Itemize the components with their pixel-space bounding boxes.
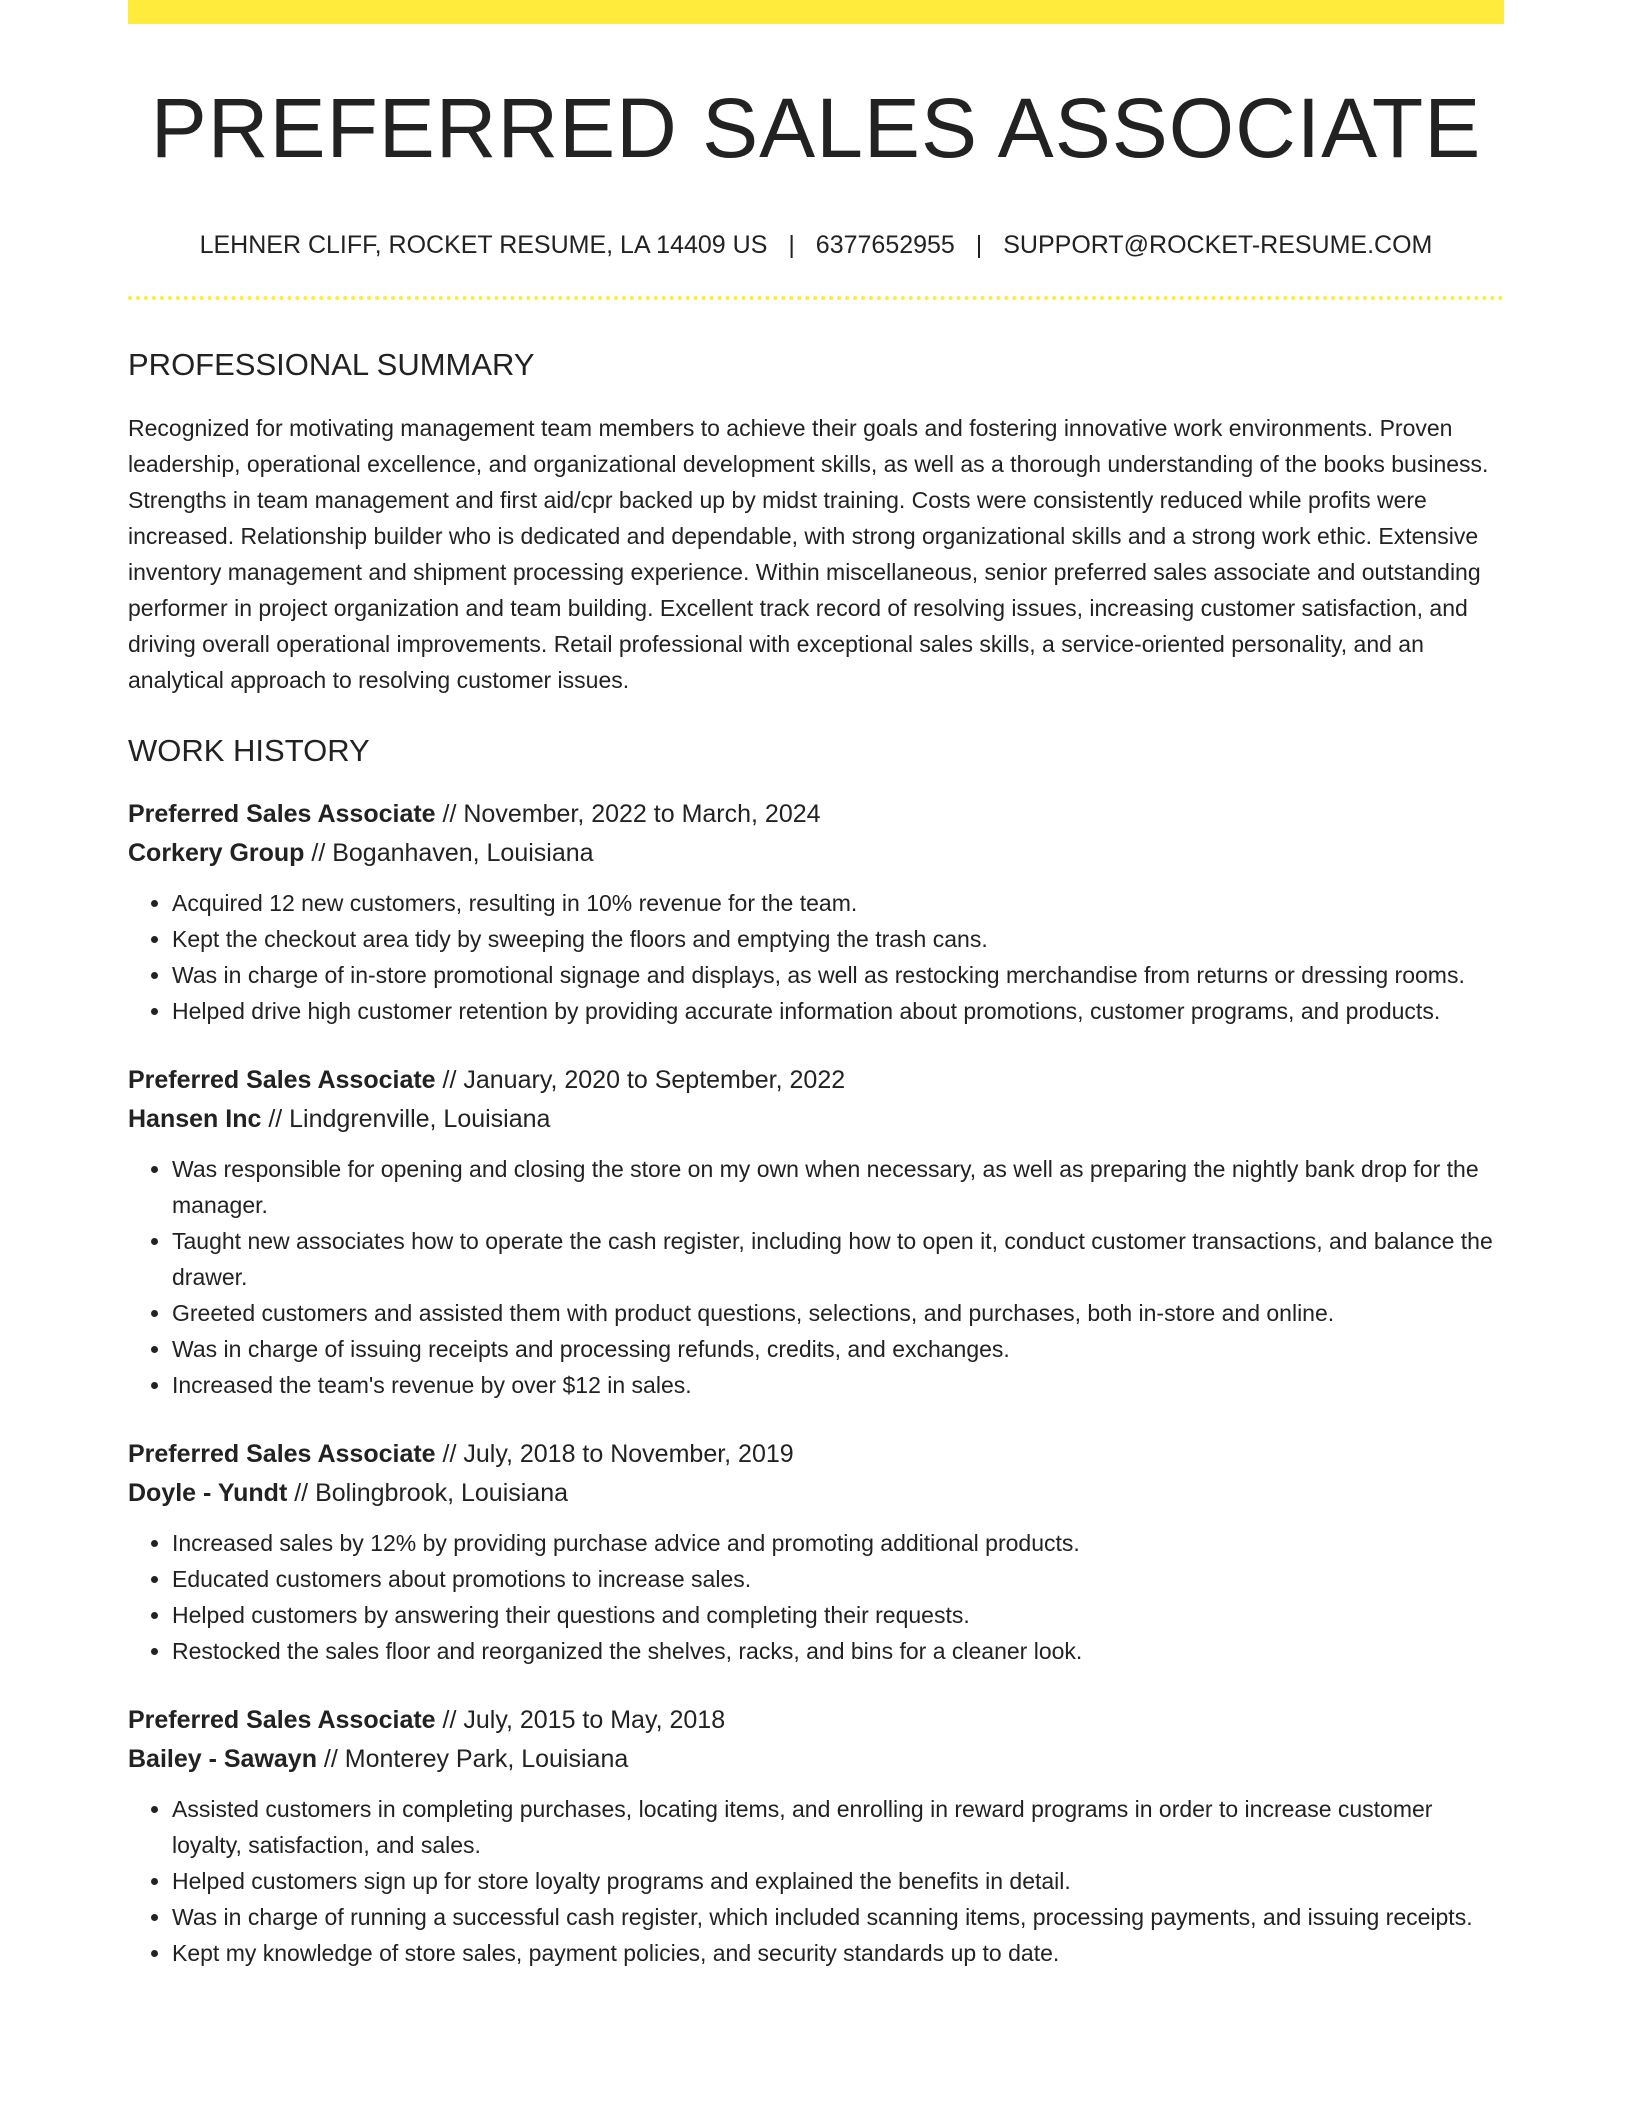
accent-top-bar [128,0,1504,24]
job-bullet: • Kept the checkout area tidy by sweeping the floors and emptying the trash cans. [172,921,1504,957]
job-entry [128,1701,1504,1971]
job-entry [128,795,1504,1029]
job-bullets [128,1151,1504,1403]
job-company-line [128,1474,1504,1513]
job-title-line [128,795,1504,834]
job-title-line [128,1701,1504,1740]
job-bullets [128,1791,1504,1971]
job-title: Preferred Sales Associate [128,1705,436,1734]
job-bullet: • Was responsible for opening and closing the store on my own when necessary, as well as preparing the nightly bank drop for the manager. [172,1151,1504,1223]
job-title-line [128,1435,1504,1474]
job-dates: // July, 2015 to May, 2018 [435,1705,726,1734]
job-bullet: • Greeted customers and assisted them with product questions, selections, and purchases, both in-store and online. [172,1295,1504,1331]
job-bullet: • Was in charge of in-store promotional signage and displays, as well as restocking merchandise from returns or dressing rooms. [172,957,1504,993]
contact-address: LEHNER CLIFF, ROCKET RESUME, LA 14409 US [199,231,768,260]
job-company-line [128,1100,1504,1139]
contact-separator: | [788,231,795,260]
job-company: Doyle - Yundt [128,1478,288,1507]
job-bullet: • Helped customers by answering their questions and completing their requests. [172,1597,1504,1633]
contact-email: SUPPORT@ROCKET-RESUME.COM [1003,231,1433,260]
contact-line [128,230,1504,260]
job-title: Preferred Sales Associate [128,1439,436,1468]
job-location: // Lindgrenville, Louisiana [261,1104,551,1133]
dotted-divider [128,296,1504,300]
job-company: Bailey - Sawayn [128,1744,317,1773]
job-dates: // November, 2022 to March, 2024 [435,799,821,828]
job-location: // Boganhaven, Louisiana [304,838,594,867]
job-bullet: • Restocked the sales floor and reorganized the shelves, racks, and bins for a cleaner look. [172,1633,1504,1669]
job-dates: // January, 2020 to September, 2022 [435,1065,846,1094]
job-bullet: • Was in charge of running a successful cash register, which included scanning items, processing payments, and issuing receipts. [172,1899,1504,1935]
job-bullet: • Increased sales by 12% by providing purchase advice and promoting additional products. [172,1525,1504,1561]
job-company-line [128,1740,1504,1779]
contact-separator: | [975,231,983,260]
job-entry [128,1435,1504,1669]
resume-page [128,0,1504,1971]
job-title-line [128,1061,1504,1100]
summary-text: Recognized for motivating management team members to achieve their goals and fostering innovative work environments. Proven leadership, operational excellence, and organizational development skills, as well as a thorough understanding of the books business. Strengths in team management and first aid/cpr backed up by midst training. Costs were consistently reduced while profits were increased. Relationship builder who is dedicated and dependable, with strong organizational skills and a strong work ethic. Extensive inventory management and shipment processing experience. Within miscellaneous, senior preferred sales associate and outstanding performer in project organization and team building. Excellent track record of resolving issues, increasing customer satisfaction, and driving overall operational improvements. Retail professional with exceptional sales skills, a service-oriented personality, and an analytical approach to resolving customer issues. [128,414,1489,693]
job-bullets [128,885,1504,1029]
job-company: Corkery Group [128,838,305,867]
job-bullet: • Was in charge of issuing receipts and processing refunds, credits, and exchanges. [172,1331,1504,1367]
resume-name: PREFERRED SALES ASSOCIATE [150,81,1482,175]
job-bullets [128,1525,1504,1669]
work-history-heading: WORK HISTORY [128,732,370,768]
job-company: Hansen Inc [128,1104,262,1133]
job-bullet: • Helped drive high customer retention by providing accurate information about promotions, customer programs, and products. [172,993,1504,1029]
job-bullet: • Kept my knowledge of store sales, payment policies, and security standards up to date. [172,1935,1504,1971]
job-entry [128,1061,1504,1403]
job-company-line [128,834,1504,873]
job-title: Preferred Sales Associate [128,1065,436,1094]
job-bullet: • Assisted customers in completing purchases, locating items, and enrolling in reward programs in order to increase customer loyalty, satisfaction, and sales. [172,1791,1504,1863]
contact-phone: 6377652955 [815,231,955,260]
job-bullet: • Educated customers about promotions to increase sales. [172,1561,1504,1597]
job-bullet: • Taught new associates how to operate the cash register, including how to open it, conduct customer transactions, and balance the drawer. [172,1223,1504,1295]
job-bullet: • Helped customers sign up for store loyalty programs and explained the benefits in detail. [172,1863,1504,1899]
job-title: Preferred Sales Associate [128,799,436,828]
job-bullet: • Acquired 12 new customers, resulting in 10% revenue for the team. [172,885,1504,921]
summary-heading: PROFESSIONAL SUMMARY [128,347,535,383]
job-location: // Monterey Park, Louisiana [316,1744,629,1773]
job-bullet: • Increased the team's revenue by over $12 in sales. [172,1367,1504,1403]
job-location: // Bolingbrook, Louisiana [287,1478,569,1507]
job-dates: // July, 2018 to November, 2019 [435,1439,794,1468]
